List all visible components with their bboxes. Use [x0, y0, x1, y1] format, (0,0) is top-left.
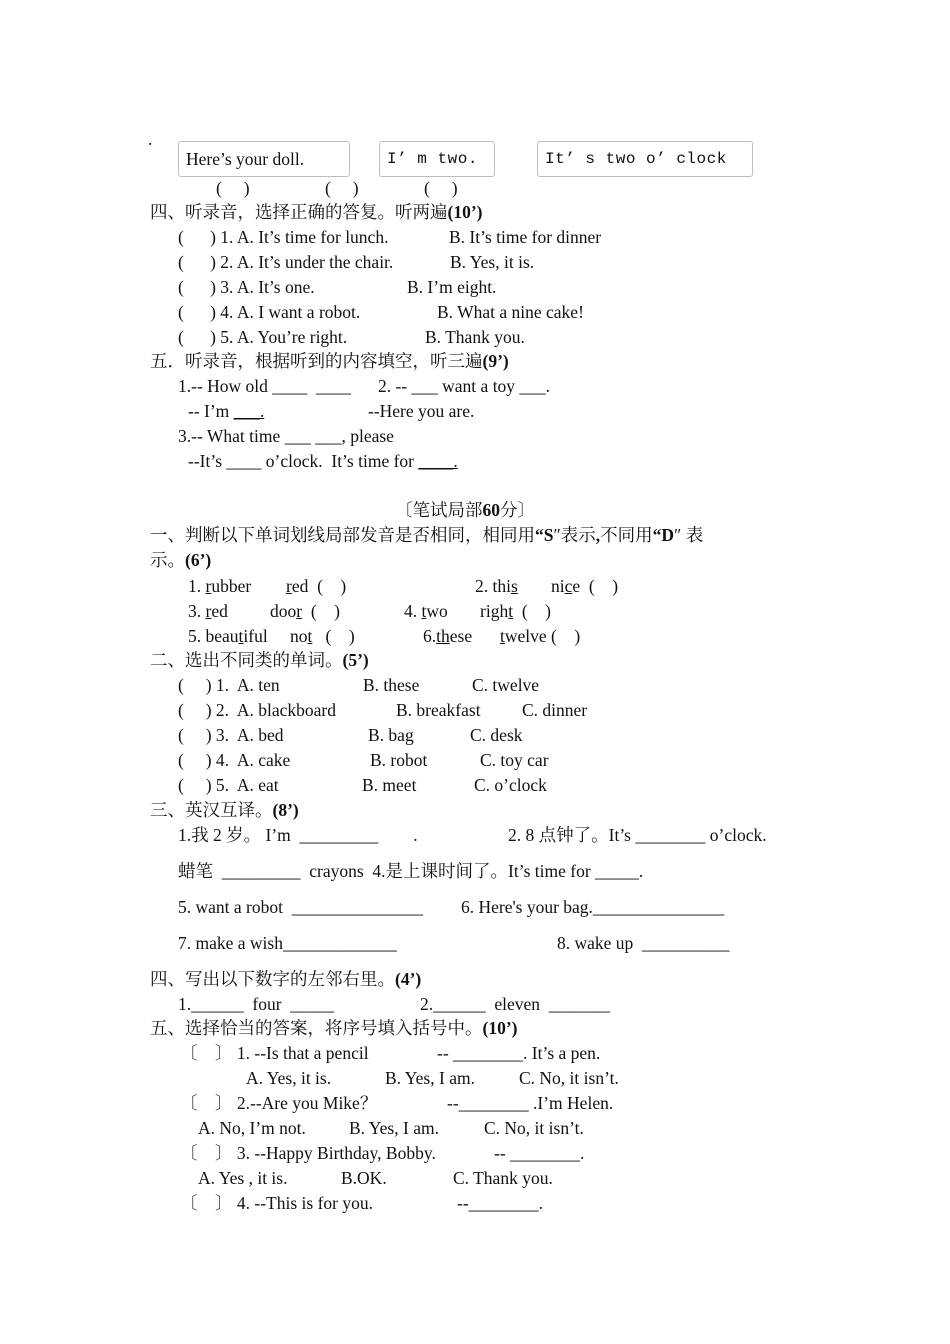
- choice-q1-response: -- ________. It’s a pen.: [437, 1043, 601, 1063]
- answer-bracket-3: ( ): [424, 178, 458, 198]
- listening-s4-q2-a: ( ) 2. A. It’s under the chair.: [178, 252, 394, 272]
- translate-line1-b: 2. 8 点钟了。It’s ________ o’clock.: [508, 825, 767, 845]
- choice-q4-question: 〔 〕 4. --This is for you.: [180, 1193, 373, 1213]
- choice-q1-option-a: A. Yes, it is.: [246, 1068, 332, 1088]
- written-s1-title-cont: 示。(6’): [150, 550, 212, 570]
- neighbors-line-b: 2.______ eleven _______: [420, 994, 611, 1014]
- written-header: 〔笔试局部60分〕: [395, 500, 535, 520]
- pron-pair-1-word-a: 1. rubber: [188, 576, 252, 596]
- odd-one-out-q2-a: ( ) 2. A. blackboard: [178, 700, 336, 720]
- odd-one-out-q3-c: C. desk: [470, 725, 523, 745]
- odd-one-out-q4-b: B. robot: [370, 750, 428, 770]
- listening-s5-line2-b: --Here you are.: [368, 401, 475, 421]
- written-s4-title: 四、写出以下数字的左邻右里。(4’): [150, 969, 422, 989]
- choice-q3-option-b: B.OK.: [341, 1168, 387, 1188]
- translate-line1-a: 1.我 2 岁。 I’m _________ .: [178, 825, 418, 845]
- answer-bracket-2: ( ): [325, 178, 359, 198]
- written-s2-title: 二、选出不同类的单词。(5’): [150, 650, 369, 670]
- choice-q4-response: --________.: [457, 1193, 544, 1213]
- odd-one-out-q2-b: B. breakfast: [396, 700, 481, 720]
- odd-one-out-q5-c: C. o’clock: [474, 775, 547, 795]
- pron-pair-2-word-b: nice ( ): [551, 576, 619, 596]
- choice-q3-option-a: A. Yes , it is.: [198, 1168, 288, 1188]
- written-s5-title: 五、选择恰当的答案，将序号填入括号中。(10’): [150, 1018, 518, 1038]
- listening-s4-q3-b: B. I’m eight.: [407, 277, 497, 297]
- choice-q1-option-c: C. No, it isn’t.: [519, 1068, 619, 1088]
- translate-line2: 蜡笔 _________ crayons 4.是上课时间了。It’s time for _____.: [178, 861, 644, 881]
- listening-s5-line3: 3.-- What time ___ ___, please: [178, 426, 394, 446]
- listening-s4-q1-b: B. It’s time for dinner: [449, 227, 602, 247]
- listening-s5-title: 五．听录音，根据听到的内容填空，听三遍(9’): [150, 351, 509, 371]
- listening-s4-q2-b: B. Yes, it is.: [450, 252, 535, 272]
- choice-q3-question: 〔 〕 3. --Happy Birthday, Bobby.: [180, 1143, 436, 1163]
- neighbors-line-a: 1.______ four _____: [178, 994, 335, 1014]
- choice-q2-response: --________ .I’m Helen.: [447, 1093, 614, 1113]
- choice-q3-option-c: C. Thank you.: [453, 1168, 553, 1188]
- choice-q1-option-b: B. Yes, I am.: [385, 1068, 475, 1088]
- pron-pair-5-word-b: not ( ): [290, 626, 355, 646]
- choice-q1-question: 〔 〕 1. --Is that a pencil: [180, 1043, 369, 1063]
- stray-dot: .: [148, 129, 153, 149]
- listening-s5-line1-b: 2. -- ___ want a toy ___.: [378, 376, 551, 396]
- translate-line3-b: 6. Here's your bag._______________: [461, 897, 725, 917]
- pron-pair-1-word-b: red ( ): [286, 576, 347, 596]
- odd-one-out-q5-a: ( ) 5. A. eat: [178, 775, 279, 795]
- label-box-1: Here’s your doll.: [178, 141, 350, 177]
- odd-one-out-q3-a: ( ) 3. A. bed: [178, 725, 284, 745]
- label-box-2: I’ m two.: [379, 141, 495, 177]
- odd-one-out-q5-b: B. meet: [362, 775, 417, 795]
- odd-one-out-q3-b: B. bag: [368, 725, 414, 745]
- pron-pair-5-word-a: 5. beautiful: [188, 626, 268, 646]
- listening-s4-q4-a: ( ) 4. A. I want a robot.: [178, 302, 361, 322]
- translate-line4-b: 8. wake up __________: [557, 933, 730, 953]
- written-s3-title: 三、英汉互译。(8’): [150, 800, 299, 820]
- odd-one-out-q1-b: B. these: [363, 675, 420, 695]
- choice-q2-option-a: A. No, I’m not.: [198, 1118, 306, 1138]
- written-s1-title: 一、判断以下单词划线局部发音是否相同，相同用“S″表示,不同用“D″ 表: [150, 525, 704, 545]
- choice-q2-question: 〔 〕 2.--Are you Mike？: [180, 1093, 378, 1113]
- translate-line4-a: 7. make a wish_____________: [178, 933, 397, 953]
- listening-s4-q1-a: ( ) 1. A. It’s time for lunch.: [178, 227, 389, 247]
- pron-pair-6-word-a: 6.these: [423, 626, 473, 646]
- pron-pair-4-word-a: 4. two: [404, 601, 448, 621]
- listening-s5-line4: --It’s ____ o’clock. It’s time for ____.: [188, 451, 458, 471]
- odd-one-out-q2-c: C. dinner: [522, 700, 588, 720]
- pron-pair-3-word-a: 3. red: [188, 601, 228, 621]
- choice-q2-option-c: C. No, it isn’t.: [484, 1118, 584, 1138]
- pron-pair-6-word-b: twelve ( ): [500, 626, 581, 646]
- listening-s4-q5-a: ( ) 5. A. You’re right.: [178, 327, 348, 347]
- listening-s5-line2-a: -- I’m ___.: [188, 401, 265, 421]
- pron-pair-2-word-a: 2. this: [475, 576, 518, 596]
- listening-s4-title: 四、听录音，选择正确的答复。听两遍(10’): [150, 202, 483, 222]
- answer-bracket-1: ( ): [216, 178, 250, 198]
- translate-line3-a: 5. want a robot _______________: [178, 897, 423, 917]
- pron-pair-4-word-b: right ( ): [480, 601, 551, 621]
- label-box-3: It’ s two o’ clock: [537, 141, 753, 177]
- pron-pair-3-word-b: door ( ): [270, 601, 340, 621]
- odd-one-out-q1-c: C. twelve: [472, 675, 540, 695]
- choice-q2-option-b: B. Yes, I am.: [349, 1118, 439, 1138]
- odd-one-out-q1-a: ( ) 1. A. ten: [178, 675, 280, 695]
- listening-s4-q3-a: ( ) 3. A. It’s one.: [178, 277, 315, 297]
- listening-s4-q5-b: B. Thank you.: [425, 327, 525, 347]
- odd-one-out-q4-c: C. toy car: [480, 750, 549, 770]
- odd-one-out-q4-a: ( ) 4. A. cake: [178, 750, 291, 770]
- choice-q3-response: -- ________.: [494, 1143, 585, 1163]
- listening-s5-line1-a: 1.-- How old ____ ____: [178, 376, 352, 396]
- listening-s4-q4-b: B. What a nine cake!: [437, 302, 584, 322]
